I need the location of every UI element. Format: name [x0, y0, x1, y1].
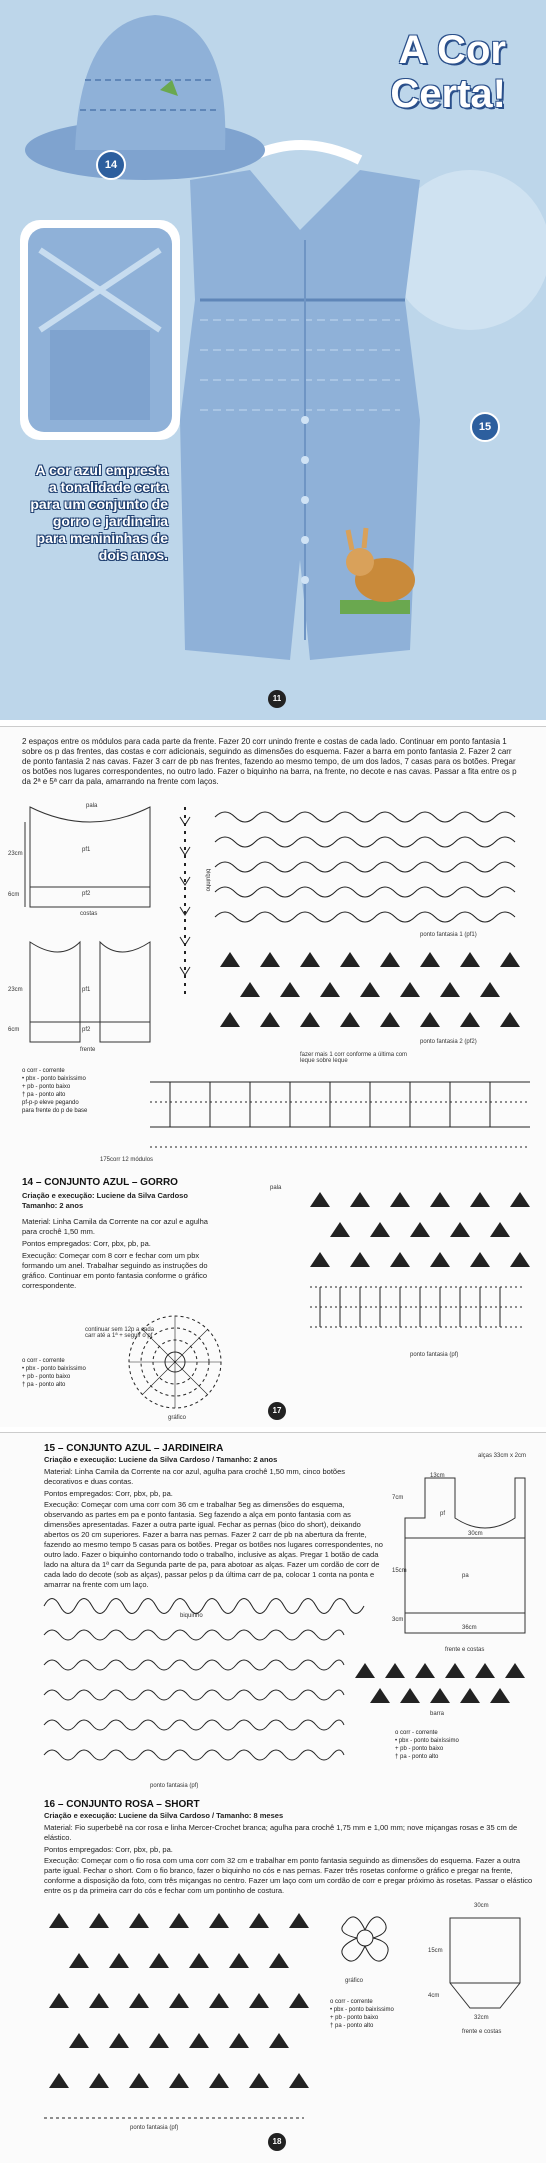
- schema16-side1: 15cm: [428, 1948, 443, 1954]
- legend-block-2: [22, 1357, 122, 1389]
- shell-row: [220, 1012, 520, 1027]
- modules-note: 175corr 12 módulos: [100, 1157, 154, 1163]
- schema16-top: 30cm: [474, 1903, 489, 1909]
- section-14-size: Tamanho: 2 anos: [22, 1201, 84, 1210]
- schema-outline: [450, 1918, 520, 2008]
- pf-label: ponto fantasia (pf): [150, 1783, 199, 1789]
- badge-romper: 15: [470, 412, 500, 442]
- schema16-base: frente e costas: [462, 2029, 502, 2035]
- schema15-h2: 15cm: [392, 1568, 407, 1574]
- pf-chart-jardineira: [44, 1625, 344, 1775]
- page-number: 17: [268, 1402, 286, 1420]
- schema15-w3: 36cm: [462, 1625, 477, 1631]
- schema15-w1: 13cm: [430, 1473, 445, 1479]
- section-16-material: Material: Fio superbebê na cor rosa e linha Mercer-Crochet branca; agulha para crochê 1,75 mm e 1,00 mm; nove miçangas rosas e 35 cm de elástico.: [44, 1823, 518, 1842]
- back-view-inset: [20, 220, 180, 440]
- button-icon: [301, 416, 309, 424]
- bunny-head: [346, 548, 374, 576]
- pf2-chart: [215, 947, 515, 1037]
- legend-item: + pb - ponto baixo: [22, 1084, 71, 1090]
- schema1-side2: 6cm: [8, 892, 20, 898]
- badge-hat: 14: [96, 150, 126, 180]
- instructions-page-2: [0, 1432, 546, 2163]
- shell-row: [220, 952, 520, 967]
- legend-item: + pb - ponto baixo: [395, 1746, 444, 1752]
- pf1-label: ponto fantasia 1 (pf1): [420, 932, 477, 938]
- schema1-pf2: pf2: [82, 891, 91, 897]
- shell-row: [69, 1953, 289, 1968]
- legend-item: + pb - ponto baixo: [22, 1374, 71, 1380]
- legend-item: pf-p-p eleve pegando: [22, 1100, 79, 1106]
- inset-body: [50, 330, 150, 420]
- schema1-pala: pala: [86, 803, 98, 809]
- schema15-w2: 30cm: [468, 1531, 483, 1537]
- schema16-side2: 4cm: [428, 1993, 440, 1999]
- picot-row: [44, 1599, 364, 1614]
- biquinho-label: biquinho: [180, 1613, 203, 1619]
- chain-rows: [310, 1287, 525, 1327]
- section-16-execution: Execução: Começar com o fio rosa com uma corr com 32 cm e trabalhar em ponto fantasia seguindo as dimensões do esquema. Fazer a outra parte igual. Fechar o short. Com o fio branco, fazer o biquinho no cós e nas pernas. Fazer três rosetas conforme o gráfico e pregar na frente, conforme a disposição da foto, com três miçangas no centro. Fazer um laço com um cordão de corr e pregar próximo às rosetas. Passar o elástico entre os p da primeira carr do cós e fechar com um pontinho de costura.: [44, 1856, 533, 1895]
- schema-short: [440, 1913, 530, 2013]
- section-15-material: Material: Linha Camila da Corrente na cor azul, agulha para crochê 1,50 mm, cinco botões decorativos e duas contas.: [44, 1467, 345, 1486]
- grass-applique: [340, 600, 410, 614]
- schema2-base: frente: [80, 1047, 96, 1053]
- legend-item: o corr - corrente: [330, 1999, 373, 2005]
- legend-item: † pa - ponto alto: [395, 1754, 439, 1760]
- intro-text: 2 espaços entre os módulos para cada parte da frente. Fazer 20 corr unindo frente e costas de cada lado. Continuar em ponto fantasia 1 sobre os p das frentes, das costas e corr adicionais, seguindo as dimensões do esquema. Fazer a barra em ponto fantasia 2. Fazer 2 carr de ponto fantasia 2 nas cavas. Fazer 3 carr de pb nas frentes, fazendo ao mesmo tempo, de um dos lados, 7 casas para os botões. Pregar os botões nos lugares correspondentes, no outro lado. Fazer o biquinho na barra, na frente, no decote e nas cavas. Passar a fita entre os p da 2ª e 5ª carr da pala, amarrando na frente com laços.: [22, 737, 517, 786]
- section-15-heading: 15 – CONJUNTO AZUL – JARDINEIRA: [44, 1443, 224, 1454]
- section-16-points: Pontos empregados: Corr, pbx, pb, pa.: [44, 1845, 173, 1854]
- chain-row: [215, 812, 515, 822]
- shell-row: [355, 1663, 525, 1678]
- legend-block-1: [395, 1729, 515, 1761]
- shell-row: [310, 1192, 530, 1207]
- round-chart: [120, 1312, 230, 1412]
- schema2-pf1: pf1: [82, 987, 91, 993]
- legend-item: + pb - ponto baixo: [330, 2015, 379, 2021]
- grafico-label: gráfico: [345, 1978, 364, 1984]
- pala-label: pala: [270, 1185, 282, 1191]
- schema1-pf1: pf1: [82, 847, 91, 853]
- shell-row: [330, 1222, 510, 1237]
- biquinho-chart: [170, 807, 200, 997]
- section-14-material: Material: Linha Camila da Corrente na cor azul e agulha para crochê 1,50 mm.: [22, 1217, 208, 1236]
- biquinho-chart: [44, 1591, 364, 1611]
- title-line-1: A Cor: [398, 28, 506, 72]
- shell-row: [310, 1252, 530, 1267]
- ring-spokes: [129, 1316, 221, 1408]
- legend-item: † pa - ponto alto: [22, 1382, 66, 1388]
- section-14-heading: 14 – CONJUNTO AZUL – GORRO: [22, 1177, 178, 1188]
- section-15-points: Pontos empregados: Corr, pbx, pb, pa.: [44, 1489, 173, 1498]
- barra-label: barra: [430, 1711, 445, 1717]
- chain-row: [44, 1690, 344, 1700]
- shell-row: [240, 982, 500, 997]
- legend-item: • pbx - ponto baixíssimo: [22, 1076, 86, 1082]
- schema-jardineira: [395, 1458, 535, 1648]
- chain-row: [44, 1660, 344, 1670]
- schema-outline: [30, 942, 80, 1042]
- grafico-label: gráfico: [168, 1415, 187, 1421]
- pf-chart-short: [44, 1903, 304, 2143]
- pf1-chart: [215, 807, 515, 927]
- rosette-center: [357, 1930, 373, 1946]
- schema16-bottom: 32cm: [474, 2015, 489, 2021]
- legend-item: o corr - corrente: [22, 1068, 65, 1074]
- legend-item: o corr - corrente: [395, 1730, 438, 1736]
- schema-outline: [405, 1478, 525, 1633]
- button-icon: [301, 456, 309, 464]
- rosette-chart: [330, 1903, 400, 1973]
- stitch-columns: [170, 1082, 490, 1127]
- photo-caption: A cor azul empresta a tonalidade certa para um conjunto de gorro e jardineira para menininhas de dois anos.: [30, 462, 168, 563]
- section-14-points: Pontos empregados: Corr, pbx, pb, pa.: [22, 1239, 151, 1248]
- grafico-note: continuar sem 12p a cada carr até a 1ª + seguir o pf: [85, 1327, 155, 1339]
- legend-item: para frente do p de base: [22, 1108, 88, 1114]
- photo-page: [0, 0, 546, 720]
- pala-chart: [310, 1187, 525, 1347]
- button-icon: [301, 576, 309, 584]
- button-icon: [301, 496, 309, 504]
- pf-label-short: ponto fantasia (pf): [130, 2125, 179, 2131]
- section-15-execution: Execução: Começar com uma corr com 36 cm e trabalhar 5eg as dimensões do esquema, observando as partes em pa e ponto fantasia. Seg fazendo a alça em ponto fantasia com as dimensões apresentadas. Fazer a outra parte igual. Fechar as pernas (bico do short), deixando abertos os 20 cm superiores. Fazer a barra nas pernas. Fazer 2 carr de pb na abertura da frente, fazendo ao mesmo tempo 5 casas para os botões. Pregar os botões nos lugares correspondentes, no outro lado. Fazer o biquinho contornando todo o trabalho, inclusive as alças. Pregar 1 botão de cada lado na altura da 1ª carr da Segunda parte de pa, para abotoar as alças. Fazer um cordão de corr de cada lado do decote (sob as alças), passar pelos p da última carr de pa, colocar 1 conta na ponta e amarrar na frente com um laço.: [44, 1500, 383, 1589]
- page-number: 18: [268, 2133, 286, 2151]
- schema2-side2: 6cm: [8, 1027, 20, 1033]
- shell-row: [370, 1688, 510, 1703]
- section-14-execution: Execução: Começar com 8 corr e fechar com um pbx formando um anel. Trabalhar seguindo as instruções do gráfico. Continuar em ponto fantasia conforme o gráfico correspondente.: [22, 1251, 208, 1290]
- schema-outline: [100, 942, 150, 1042]
- pf2-label: ponto fantasia 2 (pf2): [420, 1039, 477, 1045]
- shell-row: [69, 2033, 289, 2048]
- shell-row: [49, 1993, 309, 2008]
- schema-frente: [20, 932, 170, 1062]
- chain-row: [44, 1630, 344, 1640]
- barra-chart: [355, 1658, 525, 1708]
- section-16-credits: Criação e execução: Luciene da Silva Cardoso / Tamanho: 8 meses: [44, 1811, 284, 1820]
- chain-row: [215, 837, 515, 847]
- pf-label: ponto fantasia (pf): [410, 1352, 459, 1358]
- schema1-side1: 23cm: [8, 851, 23, 857]
- schema-costas: [20, 797, 170, 927]
- button-icon: [301, 536, 309, 544]
- section-15-credits: Criação e execução: Luciene da Silva Cardoso / Tamanho: 2 anos: [44, 1455, 278, 1464]
- legend-item: • pbx - ponto baixíssimo: [22, 1366, 86, 1372]
- chain-row: [44, 1750, 344, 1760]
- legend-item: o corr - corrente: [22, 1358, 65, 1364]
- title-line-2: Certa!: [390, 72, 506, 116]
- instructions-page-1: [0, 726, 546, 1427]
- legend-item: † pa - ponto alto: [330, 2023, 374, 2029]
- raglan-note: fazer mais 1 corr conforme a última com leque sobre leque: [300, 1052, 408, 1064]
- shell-row: [49, 2073, 309, 2088]
- schema1-base: costas: [80, 911, 98, 917]
- chain-row: [215, 887, 515, 897]
- schema15-pf: pf: [440, 1511, 446, 1517]
- legend-item: • pbx - ponto baixíssimo: [395, 1738, 459, 1744]
- schema15-pa: pa: [462, 1573, 469, 1579]
- legend-block-1: [22, 1067, 142, 1115]
- rosette-petals: [342, 1917, 388, 1961]
- schema2-pf2: pf2: [82, 1027, 91, 1033]
- section-16-heading: 16 – CONJUNTO ROSA – SHORT: [44, 1799, 200, 1810]
- chain-row: [215, 862, 515, 872]
- chain-row: [215, 912, 515, 922]
- schema2-side1: 23cm: [8, 987, 23, 993]
- schema15-h1: 7cm: [392, 1495, 404, 1501]
- legend-item: † pa - ponto alto: [22, 1092, 66, 1098]
- shell-row: [49, 1913, 309, 1928]
- page-number: 11: [268, 690, 286, 708]
- schema15-alcas: alças 33cm x 2cm: [478, 1453, 527, 1459]
- chain-row: [44, 1720, 344, 1730]
- biquinho-label: biquinho: [204, 868, 211, 892]
- section-14-credits: Criação e execução: Luciene da Silva Cardoso: [22, 1191, 188, 1200]
- schema15-h3: 3cm: [392, 1617, 404, 1623]
- yoke-chart: [150, 1072, 530, 1152]
- legend-block-2: [330, 1998, 440, 2030]
- schema15-base: frente e costas: [445, 1647, 485, 1653]
- legend-item: • pbx - ponto baixíssimo: [330, 2007, 394, 2013]
